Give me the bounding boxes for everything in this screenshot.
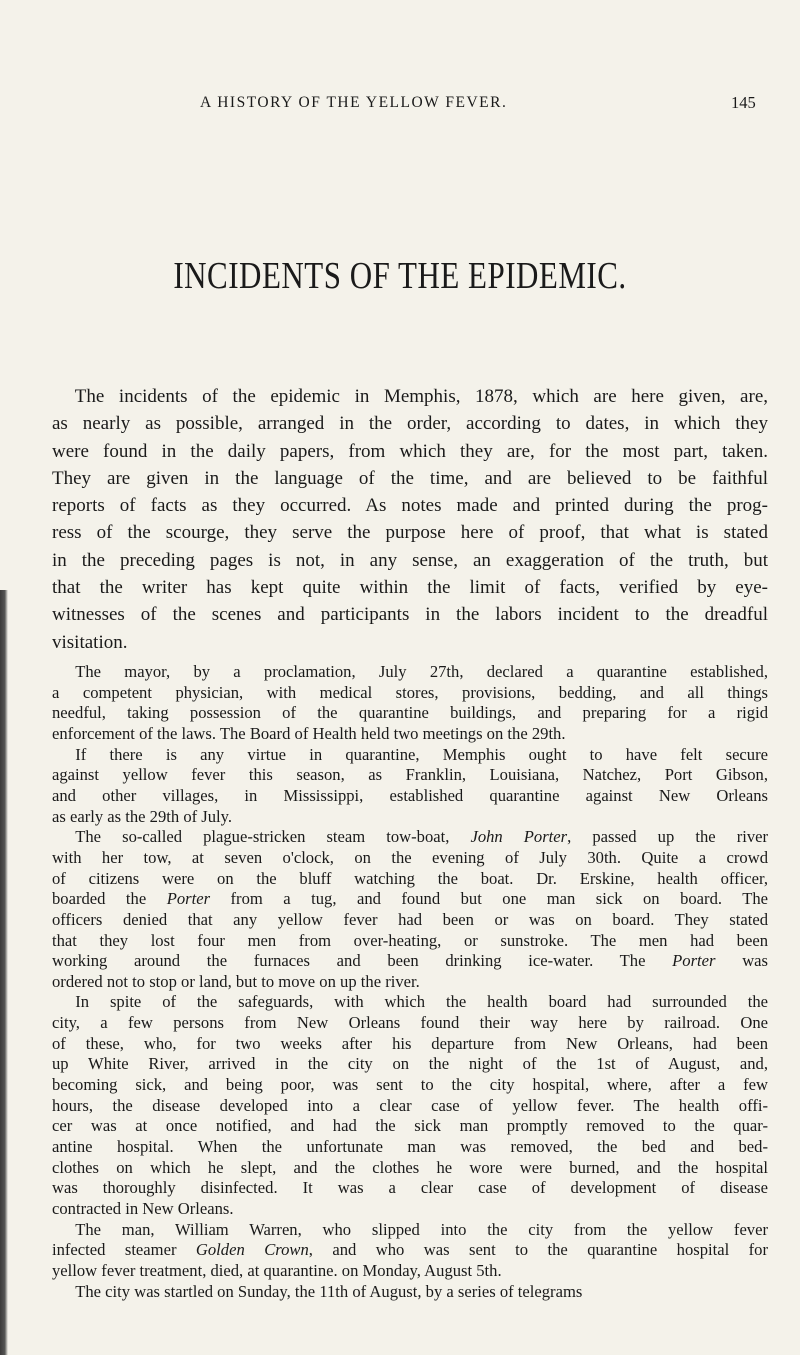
- text-line: of these, who, for two weeks after his departure from New Orleans, had been: [52, 1033, 768, 1053]
- text-line: up White River, arrived in the city on the night of the 1st of August, and,: [52, 1054, 768, 1074]
- running-title: A HISTORY OF THE YELLOW FEVER.: [200, 94, 508, 111]
- text-line: of citizens were on the bluff watching the boat. Dr. Erskine, health officer,: [52, 868, 768, 888]
- text-line: that they lost four men from over-heating, or sunstroke. The men had been: [52, 930, 768, 950]
- text-line: as early as the 29th of July.: [52, 806, 233, 826]
- paragraph: [52, 1220, 768, 1282]
- running-head: [0, 94, 800, 124]
- text-line: with her tow, at seven o'clock, on the evening of July 30th. Quite a crowd: [52, 847, 768, 867]
- paragraph: [52, 1282, 768, 1303]
- text-line: ordered not to stop or land, but to move on up the river.: [52, 971, 420, 991]
- paragraph: [52, 827, 768, 992]
- text-line: needful, taking possession of the quarantine buildings, and preparing for a rigid: [52, 703, 768, 723]
- text-line: infected steamer Golden Crown, and who was sent to the quarantine hospital for: [52, 1240, 768, 1260]
- text-line: The so-called plague-stricken steam tow-boat, John Porter, passed up the river: [75, 827, 769, 847]
- text-line: The incidents of the epidemic in Memphis, 1878, which are here given, are,: [74, 386, 768, 407]
- text-line: cer was at once notified, and had the sick man promptly removed to the quar-: [52, 1116, 768, 1136]
- binding-shadow: [0, 590, 8, 1355]
- text-line: a competent physician, with medical stores, provisions, bedding, and all things: [52, 682, 768, 702]
- text-line: and other villages, in Mississippi, established quarantine against New Orleans: [52, 785, 768, 805]
- text-line: boarded the Porter from a tug, and found but one man sick on board. The: [52, 889, 768, 909]
- text-line: If there is any virtue in quarantine, Memphis ought to have felt secure: [75, 744, 768, 764]
- paragraph: [52, 383, 768, 656]
- text-line: yellow fever treatment, died, at quarantine. on Monday, August 5th.: [52, 1261, 502, 1280]
- text-line: hours, the disease developed into a clear case of yellow fever. The health offi-: [52, 1095, 768, 1115]
- text-line: The mayor, by a proclamation, July 27th, declared a quarantine established,: [75, 661, 768, 681]
- text-line: The man, William Warren, who slipped into the city from the yellow fever: [75, 1219, 768, 1239]
- text-line: against yellow fever this season, as Franklin, Louisiana, Natchez, Port Gibson,: [52, 765, 768, 785]
- text-line: They are given in the language of the time, and are believed to be faithful: [52, 467, 768, 489]
- text-line: officers denied that any yellow fever had been or was on board. They stated: [52, 909, 768, 929]
- text-line: ress of the scourge, they serve the purpose here of proof, that what is stated: [52, 522, 768, 544]
- text-line: enforcement of the laws. The Board of Health held two meetings on the 29th.: [52, 723, 566, 743]
- paragraph: [52, 745, 768, 828]
- text-line: that the writer has kept quite within the limit of facts, verified by eye-: [52, 577, 768, 599]
- text-line: were found in the daily papers, from which they are, for the most part, taken.: [52, 440, 768, 462]
- text-line: was thoroughly disinfected. It was a clear case of development of disease: [52, 1178, 768, 1198]
- page-number: 145: [731, 93, 756, 112]
- text-line: witnesses of the scenes and participants in the labors incident to the dreadful: [52, 604, 768, 626]
- text-line: becoming sick, and being poor, was sent to the city hospital, where, after a few: [52, 1075, 768, 1095]
- text-line: The city was startled on Sunday, the 11th of August, by a series of telegrams: [75, 1281, 583, 1301]
- paragraph: [52, 662, 768, 745]
- text-line: In spite of the safeguards, with which the health board had surrounded the: [75, 992, 768, 1012]
- text-line: working around the furnaces and been drinking ice-water. The Porter was: [52, 951, 768, 971]
- text-line: city, a few persons from New Orleans found their way here by railroad. One: [52, 1013, 768, 1033]
- text-line: antine hospital. When the unfortunate man was removed, the bed and bed-: [52, 1137, 768, 1157]
- chapter-title: INCIDENTS OF THE EPIDEMIC.: [173, 254, 627, 297]
- body-text: [52, 383, 768, 1302]
- paragraph: [52, 992, 768, 1219]
- text-line: visitation.: [52, 631, 128, 653]
- text-line: as nearly as possible, arranged in the order, according to dates, in which they: [52, 413, 768, 435]
- text-line: in the preceding pages is not, in any sense, an exaggeration of the truth, but: [52, 549, 768, 571]
- text-line: clothes on which he slept, and the clothes he wore were burned, and the hospital: [52, 1157, 768, 1177]
- text-line: contracted in New Orleans.: [52, 1199, 234, 1219]
- text-line: reports of facts as they occurred. As notes made and printed during the prog-: [52, 495, 768, 517]
